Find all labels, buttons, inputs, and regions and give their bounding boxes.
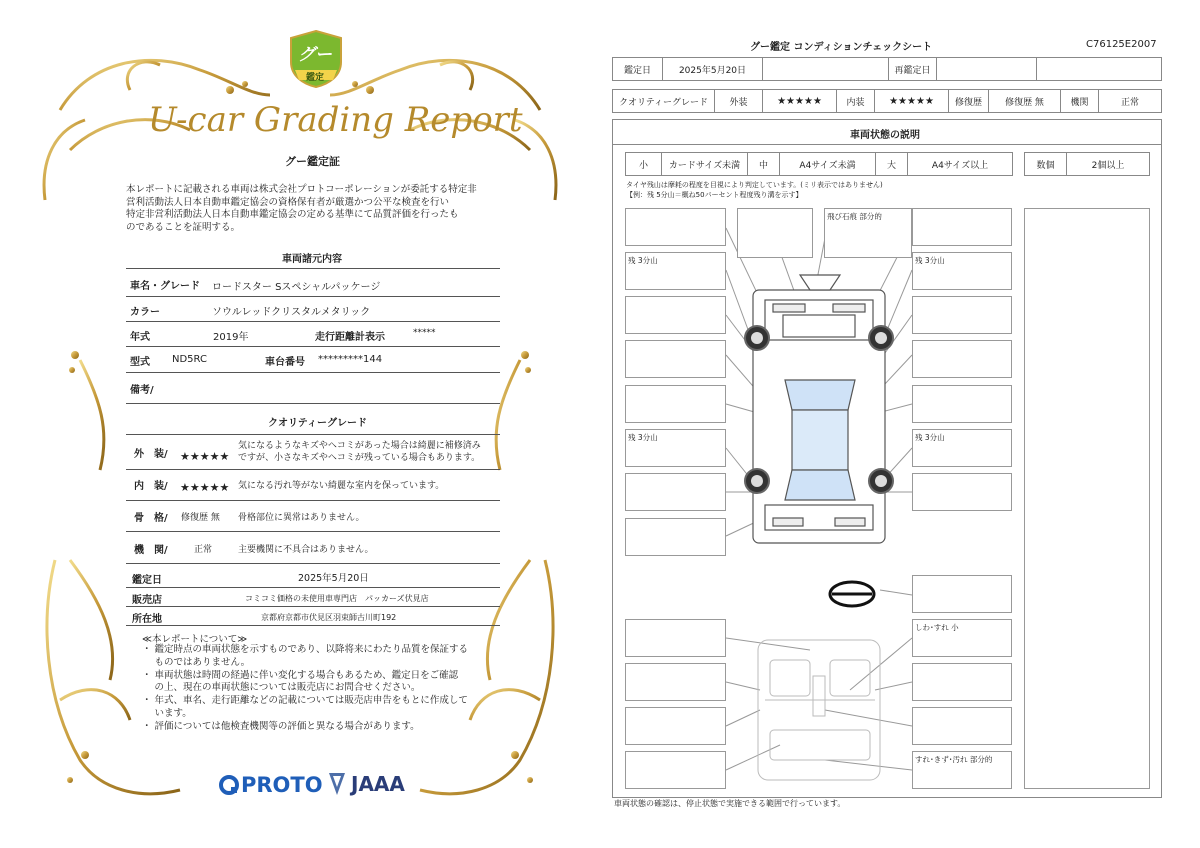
count-label: 数個 — [1025, 153, 1067, 175]
tire-rear-right-note: 残 3分山 — [915, 433, 945, 442]
condition-check-sheet — [600, 0, 1200, 848]
exterior-description: 気になるようなキズやヘコミがあった場合は綺麗に補修済み ですが、小さなキズやヘコミが残っている場合もあります。 — [238, 441, 481, 463]
certificate-title: グー鑑定証 — [285, 155, 340, 168]
size-large-label: 大 — [876, 153, 908, 175]
interior-description: 気になる汚れ等がない綺麗な室内を保っています。 — [238, 481, 445, 491]
tire-front-left-note: 残 3分山 — [628, 256, 658, 265]
tire-box-rear-left — [625, 429, 726, 467]
jaaa-logo-icon — [327, 771, 347, 797]
size-small-label: 小 — [626, 153, 662, 175]
tire-note: タイヤ残山は摩耗の程度を目視により判定しています。(ミリ表示ではありません) 【例：残 5分山＝概ね50パーセント程度残り溝を示す】 — [626, 181, 883, 199]
tire-rear-left-note: 残 3分山 — [628, 433, 658, 442]
engine-value: 正常 — [194, 545, 213, 555]
tire-box-front-left — [625, 252, 726, 290]
damage-box-left-5 — [625, 385, 726, 423]
intro-text: 本レポートに記載される車両は株式会社プロトコーポレーションが委託する特定非 営利活動法人日本自動車鑑定協会の資格保有者が厳選かつ公平な検査を行い 特定非営利活動法人日本自動車鑑定協会の定める基準にて品質評価を行ったも のであることを証明する。 — [126, 184, 477, 233]
frame-value: 修復歴 無 — [181, 513, 220, 523]
size-small-desc: カードサイズ未満 — [662, 153, 748, 175]
interior-label: 内 装/ — [134, 481, 168, 492]
sheet-code: C76125E2007 — [1086, 39, 1157, 50]
color-value: ソウルレッドクリスタルメタリック — [212, 307, 371, 318]
chassis-label: 車台番号 — [265, 357, 305, 368]
wrinkle-note: しわ･すれ 小 — [915, 623, 959, 632]
frame-label: 骨 格/ — [134, 513, 168, 524]
quality-grade-label: クオリティーグレード — [613, 90, 715, 112]
dealer-label: 販売店 — [132, 595, 162, 606]
engine-label: 機 関/ — [134, 545, 168, 556]
chip-note: 飛び石痕 部分的 — [827, 212, 882, 221]
recheck-date-label: 再鑑定日 — [889, 58, 937, 80]
damage-box-left-8 — [625, 518, 726, 556]
tire-box-rear-right — [912, 429, 1012, 467]
damage-box-steering — [912, 575, 1012, 613]
odometer-label: 走行距離計表示 — [315, 332, 385, 343]
damage-box-right-3 — [912, 296, 1012, 334]
exterior-label: 外 装/ — [134, 449, 168, 460]
interior-box-left-4 — [625, 751, 726, 789]
dealer-value: コミコミ価格の未使用車専門店 パッカーズ伏見店 — [245, 594, 429, 603]
damage-box-right-5 — [912, 385, 1012, 423]
exterior-stars: ★★★★★ — [763, 90, 837, 112]
interior-box-right-3 — [912, 707, 1012, 745]
notes-list: ・ 鑑定時点の車両状態を示すものであり、以降将来にわたり品質を保証する ものではありません。 ・ 車両状態は時間の経過に伴い変化する場合もあるため、鑑定日をご確認 の上、現在の車両状態については販売店にお問合せください。 ・ 年式、車名、走行距離などの記載については販売店申告をもとに作成して います。 ・ 評価については他検査機関等の評価と異なる場合があります。 — [142, 644, 469, 732]
interior-stars: ★★★★★ — [180, 481, 230, 494]
engine-label: 機関 — [1061, 90, 1099, 112]
year-label: 年式 — [130, 332, 150, 343]
damage-box-right-4 — [912, 340, 1012, 378]
chassis-value: *********144 — [318, 354, 383, 365]
size-large-desc: A4サイズ以上 — [931, 160, 989, 171]
color-label: カラー — [130, 307, 160, 318]
tire-box-front-right — [912, 252, 1012, 290]
engine-value: 正常 — [1120, 97, 1139, 108]
notes-title: ≪本レポートについて≫ — [142, 634, 248, 645]
exterior-label: 外装 — [715, 90, 763, 112]
damage-box-left-1 — [625, 208, 726, 246]
steering-wheel-icon — [830, 582, 874, 606]
rub-note: すれ･きず･汚れ 部分的 — [915, 755, 993, 764]
exterior-stars: ★★★★★ — [180, 450, 230, 463]
model-value: ND5RC — [172, 354, 207, 365]
model-label: 型式 — [130, 357, 150, 368]
size-medium-label: 中 — [748, 153, 780, 175]
script-title: U-car Grading Report — [148, 100, 523, 140]
tire-front-right-note: 残 3分山 — [915, 256, 945, 265]
interior-box-left-3 — [625, 707, 726, 745]
name-label: 車名・グレード — [130, 281, 200, 292]
size-medium-desc: A4サイズ未満 — [780, 153, 876, 175]
repair-history-label: 修復歴 — [949, 90, 989, 112]
frame-description: 骨格部位に異常はありません。 — [238, 513, 365, 523]
damage-box-left-4 — [625, 340, 726, 378]
remarks-label: 備考/ — [130, 385, 154, 396]
address-value: 京都府京都市伏見区羽束師古川町192 — [261, 613, 397, 622]
check-date-value: 2025年5月20日 — [663, 58, 763, 80]
grade-heading: クオリティーグレード — [268, 418, 367, 429]
damage-box-left-7 — [625, 473, 726, 511]
interior-stars: ★★★★★ — [875, 90, 949, 112]
spec-heading: 車両諸元内容 — [282, 254, 342, 265]
section-title: 車両状態の説明 — [850, 130, 920, 141]
proto-logo: PROTO — [218, 773, 323, 797]
interior-box-left-2 — [625, 663, 726, 701]
proto-logo-icon — [218, 774, 240, 796]
damage-box-right-7 — [912, 473, 1012, 511]
jaaa-logo: JAAA — [327, 771, 405, 797]
interior-label: 内装 — [837, 90, 875, 112]
damage-box-left-3 — [625, 296, 726, 334]
interior-box-left-1 — [625, 619, 726, 657]
goo-kantei-badge — [289, 30, 343, 88]
name-value: ロードスター Sスペシャルパッケージ — [212, 282, 381, 293]
engine-description: 主要機関に不具合はありません。 — [238, 545, 374, 555]
damage-box-top-middle — [737, 208, 813, 258]
sheet-title: グー鑑定 コンディションチェックシート — [750, 42, 933, 53]
check-date-label: 鑑定日 — [613, 58, 663, 80]
count-desc: 2個以上 — [1091, 160, 1125, 171]
address-label: 所在地 — [132, 614, 162, 625]
repair-history-value: 修復歴 無 — [989, 90, 1061, 112]
badge-subtext: 鑑定 — [306, 73, 325, 83]
date-value: 2025年5月20日 — [298, 573, 369, 584]
date-label: 鑑定日 — [132, 575, 162, 586]
interior-box-right-2 — [912, 663, 1012, 701]
sheet-footer: 車両状態の確認は、停止状態で実施できる範囲で行っています。 — [614, 799, 846, 808]
notes-panel — [1024, 208, 1150, 789]
odometer-value: ***** — [413, 328, 436, 338]
damage-box-right-1 — [912, 208, 1012, 246]
badge-text: グー — [298, 45, 332, 65]
interior-box-rub — [912, 751, 1012, 789]
year-value: 2019年 — [213, 332, 249, 343]
interior-box-wrinkle — [912, 619, 1012, 657]
damage-box-top-chip — [824, 208, 912, 258]
